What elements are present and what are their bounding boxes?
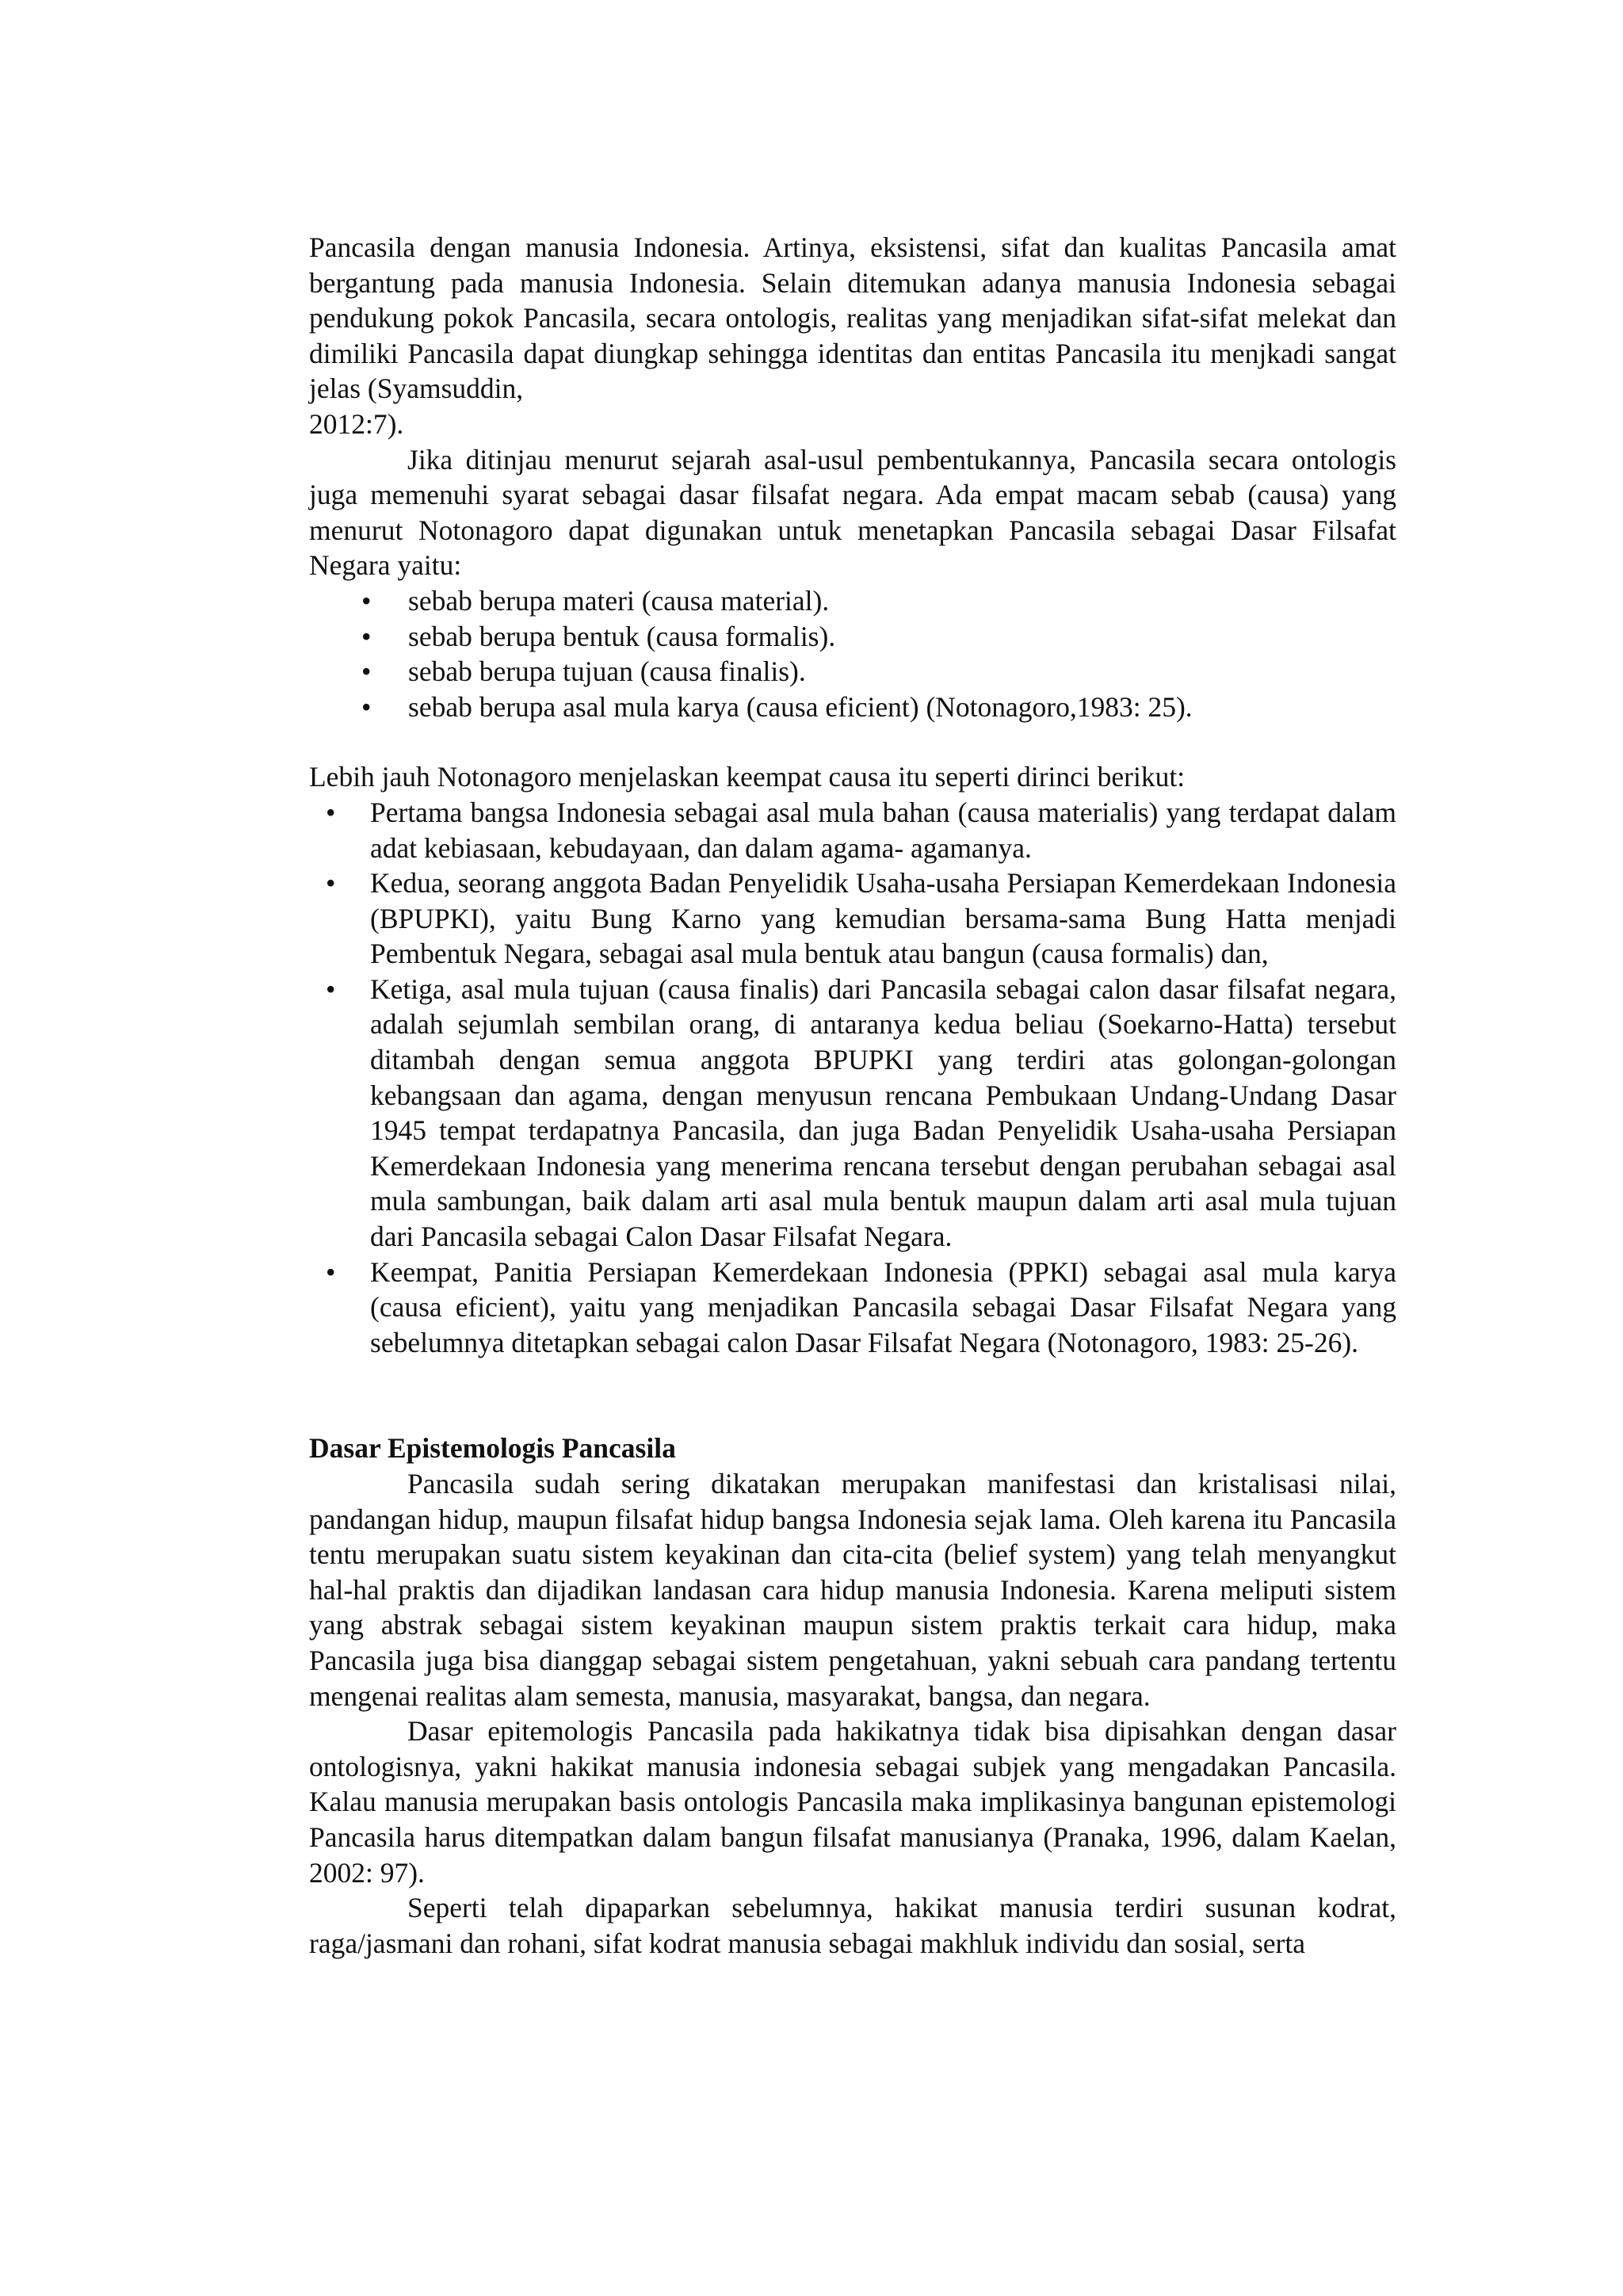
section-heading-epistemologis: Dasar Epistemologis Pancasila xyxy=(309,1432,676,1465)
list-item: • sebab berupa materi (causa material). xyxy=(309,583,1396,619)
list-item: • Keempat, Panitia Persiapan Kemerdekaan Indonesia (PPKI) sebagai asal mula karya (causa eficient), yaitu yang menjadikan Pancasila sebagai Dasar Filsafat Negara yang sebelumnya ditetapkan sebagai calon Dasar Filsafat Negara (Notonagoro, 1983: 25-26). xyxy=(309,1255,1396,1361)
paragraph-sejarah-asal-usul: Jika ditinjau menurut sejarah asal-usul pembentukannya, Pancasila secara ontologis juga memenuhi syarat sebagai dasar filsafat negara. Ada empat macam sebab (causa) yang menurut Notonagoro dapat digunakan untuk menetapkan Pancasila sebagai Dasar Filsafat Negara yaitu: xyxy=(309,443,1396,582)
paragraph-epistemologis-3: Seperti telah dipaparkan sebelumnya, hakikat manusia terdiri susunan kodrat, raga/jasmani dan rohani, sifat kodrat manusia sebagai makhluk individu dan sosial, serta xyxy=(309,1892,1396,1959)
list-item: • Pertama bangsa Indonesia sebagai asal mula bahan (causa materialis) yang terdapat dalam adat kebiasaan, kebudayaan, dan dalam agama- agamanya. xyxy=(309,795,1396,865)
list-item: • sebab berupa asal mula karya (causa eficient) (Notonagoro,1983: 25). xyxy=(309,690,1396,725)
paragraph-notonagoro-intro: Lebih jauh Notonagoro menjelaskan keempat causa itu seperti dirinci berikut: xyxy=(309,761,1186,793)
spacer xyxy=(309,1360,1396,1431)
paragraph-ontologis-citation: 2012:7). xyxy=(309,407,404,440)
paragraph-ontologis-intro: Pancasila dengan manusia Indonesia. Artinya, eksistensi, sifat dan kualitas Pancasila amat bergantung pada manusia Indonesia. Selain ditemukan adanya manusia Indonesia sebagai pendukung pokok Pancasila, secara ontologis, realitas yang menjadikan sifat-sifat melekat dan dimiliki Pancasila dapat diungkap sehingga identitas dan entitas Pancasila itu menjkadi sangat jelas (Syamsuddin, xyxy=(309,231,1396,405)
causa-list xyxy=(309,583,1396,724)
list-item: • sebab berupa tujuan (causa finalis). xyxy=(309,654,1396,690)
spacer xyxy=(309,724,1396,759)
list-item: • Kedua, seorang anggota Badan Penyelidik Usaha-usaha Persiapan Kemerdekaan Indonesia (BPUPKI), yaitu Bung Karno yang kemudian bersama-sama Bung Hatta menjadi Pembentuk Negara, sebagai asal mula bentuk atau bangun (causa formalis) dan, xyxy=(309,865,1396,972)
paragraph-epistemologis-2: Dasar epitemologis Pancasila pada hakikatnya tidak bisa dipisahkan dengan dasar ontologisnya, yakni hakikat manusia indonesia sebagai subjek yang mengadakan Pancasila. Kalau manusia merupakan basis ontologis Pancasila maka implikasinya bangunan epistemologi Pancasila harus ditempatkan dalam bangun filsafat manusianya (Pranaka, 1996, dalam Kaelan, 2002: 97). xyxy=(309,1715,1396,1889)
list-item: • sebab berupa bentuk (causa formalis). xyxy=(309,619,1396,655)
paragraph-epistemologis-1: Pancasila sudah sering dikatakan merupakan manifestasi dan kristalisasi nilai, pandangan hidup, maupun filsafat hidup bangsa Indonesia sejak lama. Oleh karena itu Pancasila tentu merupakan suatu sistem keyakinan dan cita-cita (belief system) yang telah menyangkut hal-hal praktis dan dijadikan landasan cara hidup manusia Indonesia. Karena meliputi sistem yang abstrak sebagai sistem keyakinan maupun sistem praktis terkait cara hidup, maka Pancasila juga bisa dianggap sebagai sistem pengetahuan, yakni sebuah cara pandang tertentu mengenai realitas alam semesta, manusia, masyarakat, bangsa, dan negara. xyxy=(309,1468,1396,1712)
document-page xyxy=(309,230,1396,1961)
list-item: • Ketiga, asal mula tujuan (causa finalis) dari Pancasila sebagai calon dasar filsafat negara, adalah sejumlah sembilan orang, di antaranya kedua beliau (Soekarno-Hatta) tersebut ditambah dengan semua anggota BPUPKI yang terdiri atas golongan-golongan kebangsaan dan agama, dengan menyusun rencana Pembukaan Undang-Undang Dasar 1945 tempat terdapatnya Pancasila, dan juga Badan Penyelidik Usaha-usaha Persiapan Kemerdekaan Indonesia yang menerima rencana tersebut dengan perubahan sebagai asal mula sambungan, baik dalam arti asal mula bentuk maupun dalam arti asal mula tujuan dari Pancasila sebagai Calon Dasar Filsafat Negara. xyxy=(309,972,1396,1255)
causa-detail-list xyxy=(309,795,1396,1361)
